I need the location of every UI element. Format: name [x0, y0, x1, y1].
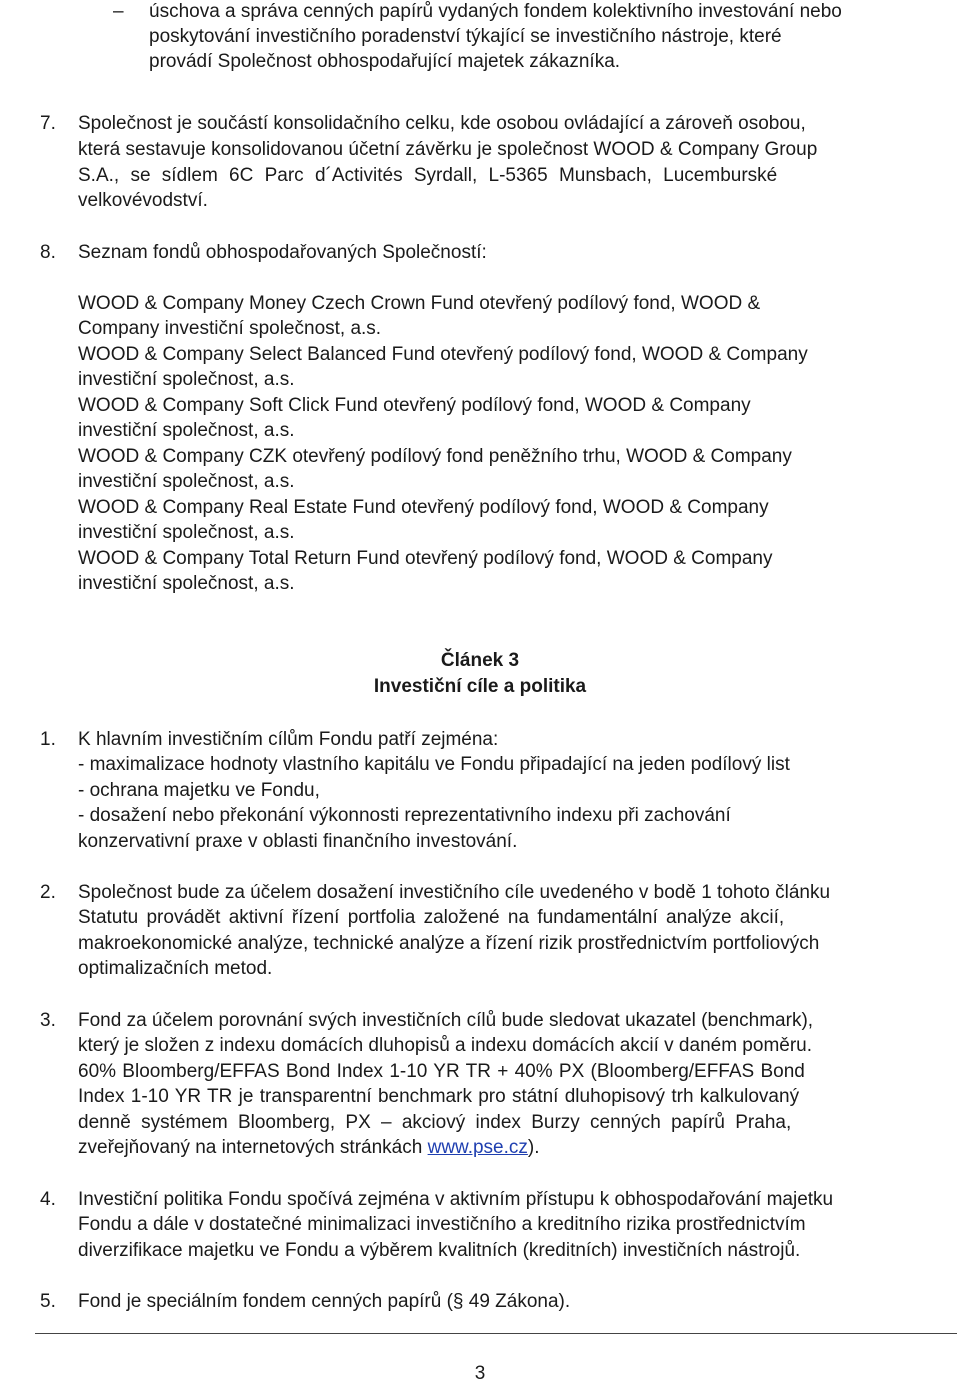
paragraph-line: makroekonomické analýze, technické analýze a řízení rizik prostřednictvím portfoliových: [78, 933, 820, 954]
bullet-line: úschova a správa cenných papírů vydaných fondem kolektivního investování nebo: [149, 1, 842, 22]
paragraph-line: konzervativní praxe v oblasti finančního investování.: [78, 831, 518, 852]
fund-entry-line: WOOD & Company Money Czech Crown Fund otevřený podílový fond, WOOD &: [78, 293, 761, 314]
fund-entry-line: WOOD & Company Real Estate Fund otevřený podílový fond, WOOD & Company: [78, 497, 769, 518]
paragraph-line: - ochrana majetku ve Fondu,: [78, 780, 320, 801]
fund-entry-line: investiční společnost, a.s.: [78, 471, 295, 492]
item-number: 1.: [40, 729, 56, 750]
paragraph-line: - dosažení nebo překonání výkonnosti reprezentativního indexu při zachování: [78, 805, 731, 826]
fund-entry-line: investiční společnost, a.s.: [78, 522, 295, 543]
paragraph-line: Fond je speciálním fondem cenných papírů (§ 49 Zákona).: [78, 1291, 571, 1312]
paragraph-line: Fond za účelem porovnání svých investičních cílů bude sledovat ukazatel (benchmark),: [78, 1010, 814, 1031]
paragraph-line: která sestavuje konsolidovanou účetní závěrku je společnost WOOD & Company Group: [78, 139, 818, 160]
paragraph-line: S.A., se sídlem 6C Parc d´Activités Syrdall, L-5365 Munsbach, Lucemburské: [78, 165, 778, 186]
bullet-dash: –: [113, 1, 124, 22]
fund-list-heading: Seznam fondů obhospodařovaných Společností:: [78, 242, 487, 263]
fund-entry-line: investiční společnost, a.s.: [78, 369, 295, 390]
text-segment: zveřejňovaný na internetových stránkách: [78, 1137, 428, 1158]
footer-divider: [35, 1333, 957, 1334]
bullet-line: poskytování investičního poradenství týkající se investičního nástroje, které: [149, 26, 782, 47]
pse-website-link[interactable]: www.pse.cz: [427, 1137, 528, 1158]
fund-entry-line: WOOD & Company CZK otevřený podílový fond peněžního trhu, WOOD & Company: [78, 446, 792, 467]
paragraph-line: Statutu provádět aktivní řízení portfolia založené na fundamentální analýze akcií,: [78, 907, 785, 928]
bullet-line: provádí Společnost obhospodařující majetek zákazníka.: [149, 51, 621, 72]
paragraph-line: K hlavním investičním cílům Fondu patří zejména:: [78, 729, 499, 750]
item-number: 4.: [40, 1189, 56, 1210]
paragraph-line: velkovévodství.: [78, 190, 208, 211]
fund-entry-line: investiční společnost, a.s.: [78, 573, 295, 594]
paragraph-line: - maximalizace hodnoty vlastního kapitálu ve Fondu připadající na jeden podílový list: [78, 754, 790, 775]
paragraph-line: který je složen z indexu domácích dluhopisů a indexu domácích akcií v daném poměru.: [78, 1035, 813, 1056]
paragraph-line: denně systémem Bloomberg, PX – akciový index Burzy cenných papírů Praha,: [78, 1112, 792, 1133]
paragraph-line: 60% Bloomberg/EFFAS Bond Index 1-10 YR TR + 40% PX (Bloomberg/EFFAS Bond: [78, 1061, 805, 1082]
paragraph-line: Fondu a dále v dostatečné minimalizaci investičního a kreditního rizika prostřednictvím: [78, 1214, 806, 1235]
paragraph-line: Společnost bude za účelem dosažení investičního cíle uvedeného v bodě 1 tohoto článku: [78, 882, 831, 903]
fund-entry-line: WOOD & Company Select Balanced Fund otevřený podílový fond, WOOD & Company: [78, 344, 808, 365]
item-number: 2.: [40, 882, 56, 903]
item-number: 5.: [40, 1291, 56, 1312]
fund-entry-line: investiční společnost, a.s.: [78, 420, 295, 441]
paragraph-line: Index 1-10 YR TR je transparentní benchmark pro státní dluhopisový trh kalkulovaný: [78, 1086, 800, 1107]
item-number: 3.: [40, 1010, 56, 1031]
paragraph-line: diverzifikace majetku ve Fondu a výběrem kvalitních (kreditních) investičních nástrojů.: [78, 1240, 801, 1261]
item-number: 8.: [40, 242, 56, 263]
paragraph-line: optimalizačních metod.: [78, 958, 273, 979]
fund-entry-line: WOOD & Company Soft Click Fund otevřený podílový fond, WOOD & Company: [78, 395, 751, 416]
article-title: Článek 3: [440, 650, 520, 671]
text-segment: ).: [527, 1137, 540, 1158]
paragraph-line: Společnost je součástí konsolidačního celku, kde osobou ovládající a zároveň osobou,: [78, 113, 806, 134]
paragraph-line: [78, 1137, 540, 1159]
paragraph-line: Investiční politika Fondu spočívá zejména v aktivním přístupu k obhospodařování majetku: [78, 1189, 834, 1210]
article-subtitle: Investiční cíle a politika: [373, 676, 587, 697]
page-number: 3: [474, 1363, 486, 1384]
item-number: 7.: [40, 113, 56, 134]
fund-entry-line: WOOD & Company Total Return Fund otevřený podílový fond, WOOD & Company: [78, 548, 773, 569]
fund-entry-line: Company investiční společnost, a.s.: [78, 318, 382, 339]
